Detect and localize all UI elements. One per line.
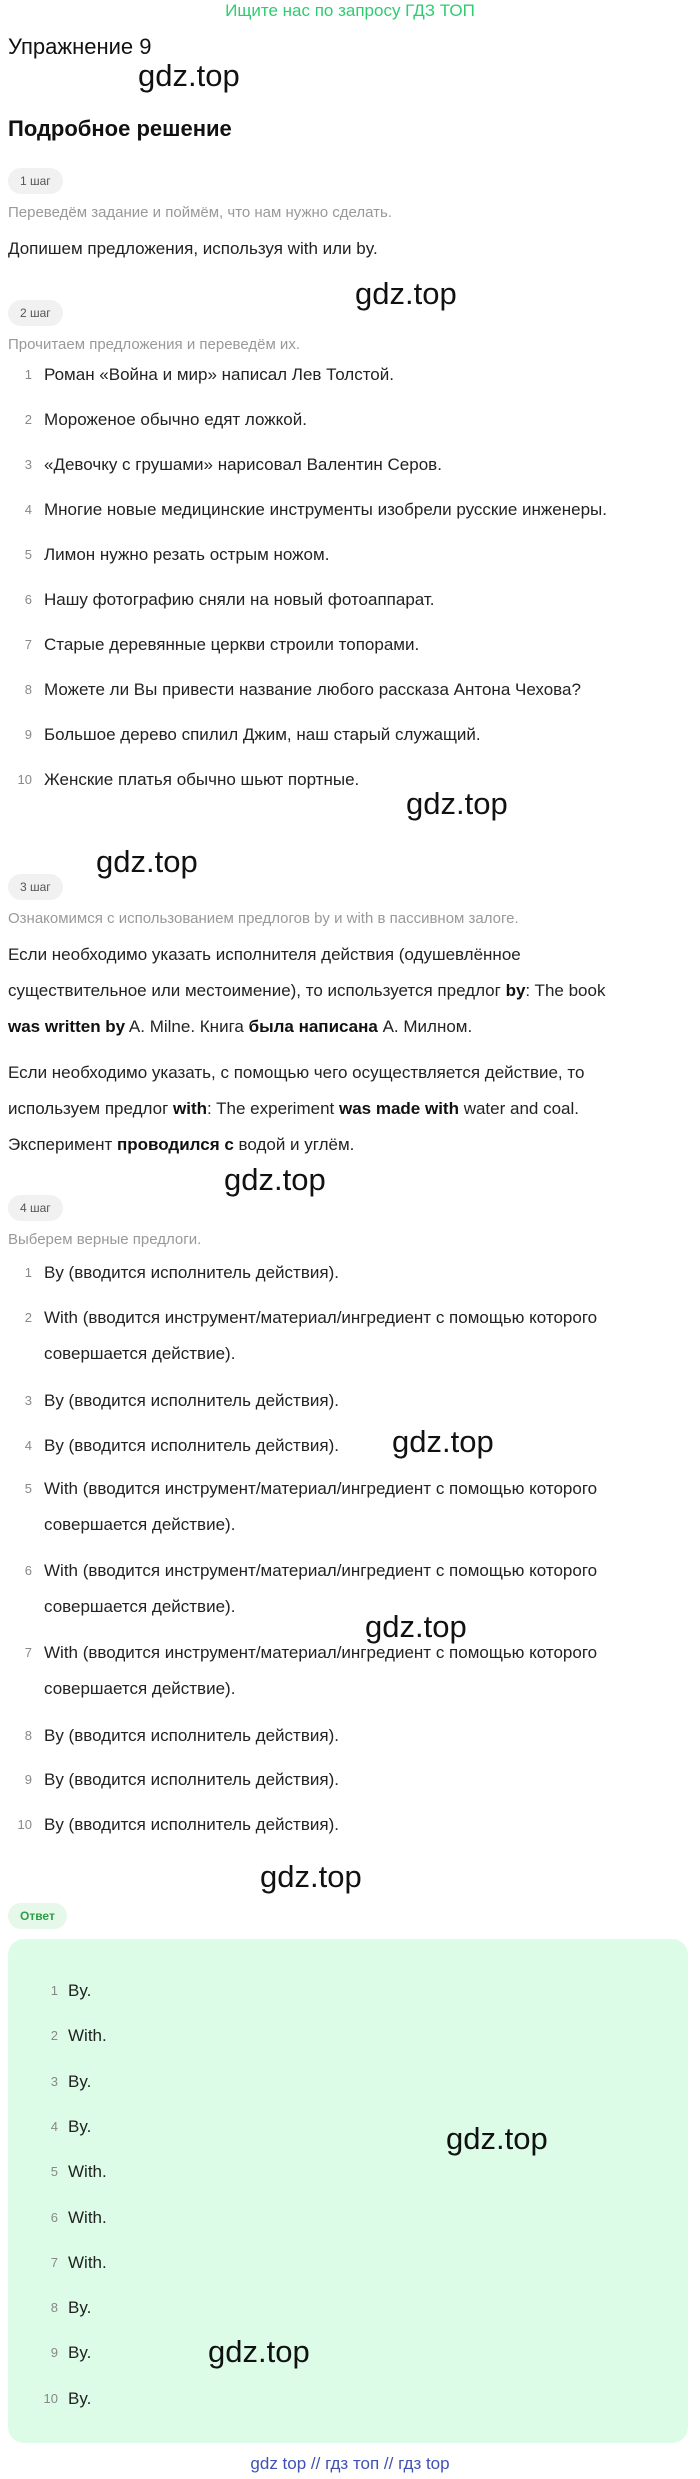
bold-text: by <box>505 981 526 1000</box>
watermark: gdz.top <box>260 1859 362 1894</box>
text: существительное или местоимение), то используется предлог <box>8 981 506 1000</box>
item-number: 2 <box>50 2028 58 2044</box>
item-number: 9 <box>24 1772 32 1787</box>
item-text <box>44 1255 674 1291</box>
watermark: gdz.top <box>365 1609 467 1644</box>
item-text: Многие новые медицинские инструменты изобрели русские инженеры. <box>44 500 607 519</box>
watermark: gdz.top <box>392 1424 494 1459</box>
text: : The book <box>525 981 606 1000</box>
item-line: совершается действие). <box>44 1597 236 1616</box>
item-text: With. <box>68 2162 107 2182</box>
item-text: By. <box>68 1981 92 2000</box>
item-text <box>44 1807 674 1843</box>
item-line: By (вводится исполнитель действия). <box>44 1726 339 1745</box>
item-number: 10 <box>17 1817 32 1832</box>
watermark: gdz.top <box>208 2334 310 2369</box>
item-text <box>44 1471 674 1543</box>
footer-links[interactable]: gdz top // гдз топ // гдз top <box>250 2454 450 2473</box>
answer-badge: Ответ <box>8 1903 67 1929</box>
bold-text: with <box>173 1099 207 1118</box>
step-4-note: Выберем верные предлоги. <box>8 1231 202 1248</box>
item-text <box>44 1428 674 1464</box>
item-text: Женские платья обычно шьют портные. <box>44 770 360 789</box>
text: : The experiment <box>207 1099 339 1118</box>
item-line: By (вводится исполнитель действия). <box>44 1391 339 1410</box>
item-text <box>44 1383 674 1419</box>
item-number: 1 <box>24 367 32 382</box>
search-promo-link[interactable]: Ищите нас по запросу ГДЗ ТОП <box>225 1 475 20</box>
text: используем предлог <box>8 1099 173 1118</box>
item-number: 8 <box>24 1728 32 1743</box>
item-text: Роман «Война и мир» написал Лев Толстой. <box>44 365 394 384</box>
item-line: совершается действие). <box>44 1679 236 1698</box>
text: Если необходимо указать, с помощью чего осуществляется действие, то <box>8 1063 585 1082</box>
item-text: By. <box>68 2388 92 2408</box>
item-line: With (вводится инструмент/материал/ингредиент с помощью которого <box>44 1308 598 1327</box>
item-text: By. <box>68 2298 92 2318</box>
item-number: 7 <box>24 637 32 652</box>
item-number: 9 <box>24 727 32 742</box>
item-text: By. <box>68 2343 92 2363</box>
watermark: gdz.top <box>355 276 457 311</box>
step-3-badge: 3 шаг <box>8 874 63 900</box>
item-line: совершается действие). <box>44 1515 236 1534</box>
item-number: 7 <box>50 2254 58 2270</box>
item-number: 2 <box>24 1310 32 1325</box>
item-line: By (вводится исполнитель действия). <box>44 1770 339 1789</box>
item-number: 1 <box>24 1265 32 1280</box>
step-3-paragraph-2 <box>8 1055 688 1163</box>
item-line: By (вводится исполнитель действия). <box>44 1815 339 1834</box>
item-number: 10 <box>43 2390 58 2406</box>
item-number: 7 <box>24 1645 32 1660</box>
item-text <box>44 1718 674 1754</box>
text: Эксперимент <box>8 1135 117 1154</box>
text: А. Милном. <box>377 1017 473 1036</box>
section-title: Подробное решение <box>8 116 232 141</box>
step-2-badge: 2 шаг <box>8 300 63 326</box>
step-2-note: Прочитаем предложения и переведём их. <box>8 336 300 353</box>
item-line: совершается действие). <box>44 1344 236 1363</box>
bold-text: was made with <box>338 1099 459 1118</box>
item-text: With. <box>68 2026 107 2046</box>
watermark: gdz.top <box>406 786 508 821</box>
item-line: With (вводится инструмент/материал/ингредиент с помощью которого <box>44 1479 598 1498</box>
watermark: gdz.top <box>96 844 198 879</box>
item-text: Нашу фотографию сняли на новый фотоаппарат. <box>44 590 435 609</box>
step-1-note: Переведём задание и поймём, что нам нужно сделать. <box>8 204 393 221</box>
item-number: 6 <box>50 2209 58 2225</box>
bold-text: was written by <box>8 1017 126 1036</box>
item-text <box>44 1553 674 1625</box>
item-number: 10 <box>17 772 32 787</box>
page-title: Упражнение 9 <box>8 34 152 59</box>
item-number: 9 <box>50 2345 58 2361</box>
step-1-badge: 1 шаг <box>8 168 63 194</box>
watermark: gdz.top <box>224 1162 326 1197</box>
item-line: By (вводится исполнитель действия). <box>44 1436 339 1455</box>
item-number: 4 <box>24 502 32 517</box>
item-number: 3 <box>24 1393 32 1408</box>
item-text <box>44 1762 674 1798</box>
item-text: «Девочку с грушами» нарисовал Валентин Серов. <box>44 455 442 474</box>
text: водой и углём. <box>233 1135 355 1154</box>
item-number: 8 <box>50 2300 58 2316</box>
text: Если необходимо указать исполнителя действия (одушевлённое <box>8 945 521 964</box>
item-number: 5 <box>50 2164 58 2180</box>
item-number: 5 <box>24 1481 32 1496</box>
item-number: 3 <box>50 2073 58 2089</box>
item-number: 6 <box>24 1563 32 1578</box>
item-text: With. <box>68 2207 107 2227</box>
item-text <box>44 1635 674 1707</box>
item-text: Можете ли Вы привести название любого рассказа Антона Чехова? <box>44 680 581 699</box>
item-number: 1 <box>50 1983 58 1998</box>
item-text: With. <box>68 2252 107 2272</box>
answer-box <box>8 1939 688 2443</box>
watermark: gdz.top <box>446 2121 548 2156</box>
item-number: 4 <box>24 1438 32 1453</box>
text: A. Milne. Книга <box>125 1017 249 1036</box>
item-number: 8 <box>24 682 32 697</box>
item-line: By (вводится исполнитель действия). <box>44 1263 339 1282</box>
item-text: By. <box>68 2116 92 2136</box>
item-line: With (вводится инструмент/материал/ингредиент с помощью которого <box>44 1643 598 1662</box>
step-4-badge: 4 шаг <box>8 1195 63 1221</box>
item-number: 2 <box>24 412 32 427</box>
item-number: 4 <box>50 2118 58 2134</box>
item-text <box>44 1300 674 1372</box>
step-1-text: Допишем предложения, используя with или by. <box>8 239 378 258</box>
item-number: 5 <box>24 547 32 562</box>
watermark: gdz.top <box>138 58 240 93</box>
item-text: Старые деревянные церкви строили топорами. <box>44 635 420 654</box>
item-text: Мороженое обычно едят ложкой. <box>44 410 307 429</box>
item-number: 6 <box>24 592 32 607</box>
text: water and coal. <box>458 1099 579 1118</box>
item-text: By. <box>68 2071 92 2091</box>
item-text: Лимон нужно резать острым ножом. <box>44 545 330 564</box>
item-number: 3 <box>24 457 32 472</box>
item-text: Большое дерево спилил Джим, наш старый служащий. <box>44 725 481 744</box>
step-3-paragraph-1 <box>8 937 688 1045</box>
bold-text: была написана <box>248 1017 378 1036</box>
item-line: With (вводится инструмент/материал/ингредиент с помощью которого <box>44 1561 598 1580</box>
bold-text: проводился с <box>117 1135 234 1154</box>
step-3-note: Ознакомимся с использованием предлогов by и with в пассивном залоге. <box>8 910 519 927</box>
